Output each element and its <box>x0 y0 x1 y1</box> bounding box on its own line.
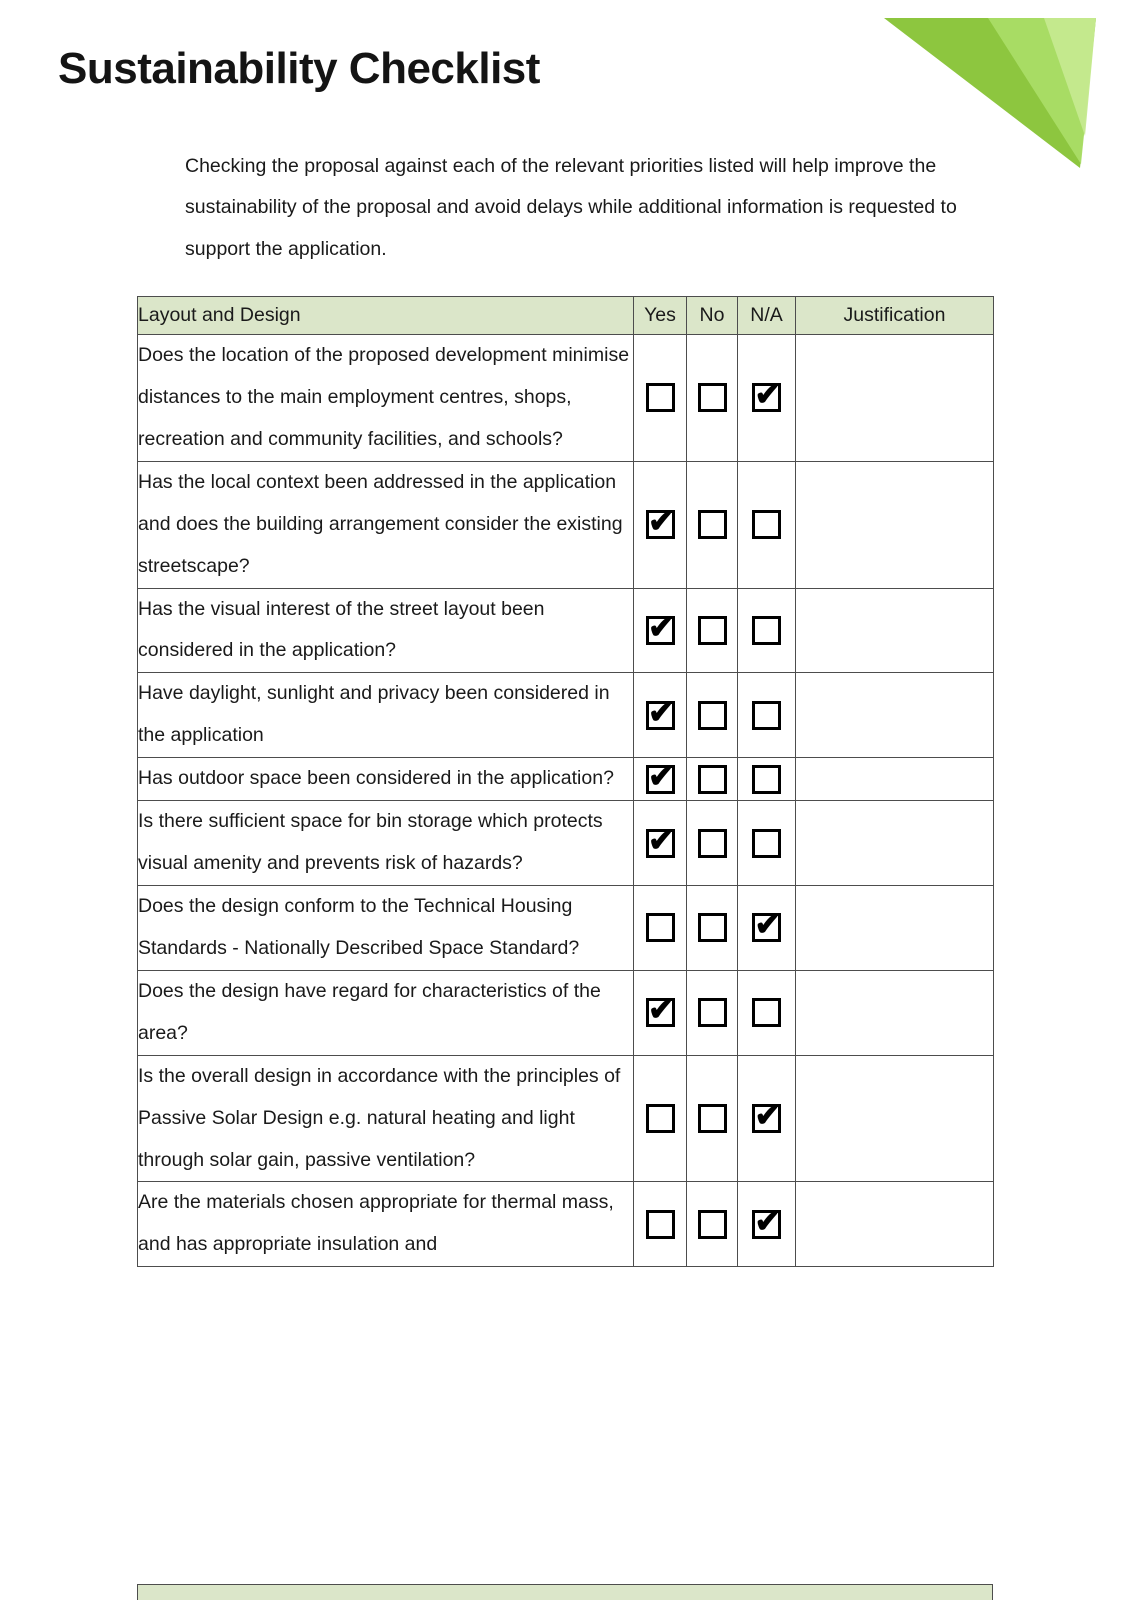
no-cell <box>687 461 738 588</box>
yes-cell <box>634 801 687 886</box>
table-row <box>138 461 994 588</box>
check-mark: ✔ <box>754 1203 781 1239</box>
justification-cell[interactable] <box>796 801 994 886</box>
table-row <box>138 801 994 886</box>
no-cell <box>687 885 738 970</box>
checkbox-no[interactable] <box>698 1104 727 1133</box>
checkbox-yes[interactable] <box>646 758 675 794</box>
justification-cell[interactable] <box>796 461 994 588</box>
checkbox-yes[interactable] <box>646 694 675 730</box>
check-mark: ✔ <box>648 758 674 794</box>
checkbox-no[interactable] <box>698 829 727 858</box>
na-cell <box>738 801 796 886</box>
no-cell <box>687 335 738 462</box>
no-cell <box>687 1182 738 1267</box>
checkbox-na[interactable] <box>752 765 781 794</box>
column-header-yes: Yes <box>634 297 687 335</box>
na-cell <box>738 673 796 758</box>
table-row <box>138 885 994 970</box>
column-header-justification: Justification <box>796 297 994 335</box>
yes-cell <box>634 758 687 801</box>
no-cell <box>687 970 738 1055</box>
checklist-table <box>137 296 994 1267</box>
na-cell <box>738 335 796 462</box>
na-cell <box>738 885 796 970</box>
question-text: Have daylight, sunlight and privacy been considered in the application <box>138 673 634 758</box>
no-cell <box>687 758 738 801</box>
check-mark: ✔ <box>648 609 674 645</box>
justification-cell[interactable] <box>796 970 994 1055</box>
na-cell <box>738 1055 796 1182</box>
yes-cell <box>634 588 687 673</box>
checkbox-yes[interactable] <box>646 1210 675 1239</box>
checkbox-na[interactable] <box>752 998 781 1027</box>
no-cell <box>687 673 738 758</box>
question-text: Are the materials chosen appropriate for thermal mass, and has appropriate insulation and <box>138 1182 634 1267</box>
checkbox-no[interactable] <box>698 913 727 942</box>
checkbox-na[interactable] <box>752 907 781 943</box>
no-cell <box>687 588 738 673</box>
checkbox-na[interactable] <box>752 829 781 858</box>
check-mark: ✔ <box>754 377 781 413</box>
check-mark: ✔ <box>648 822 674 858</box>
checkbox-na[interactable] <box>752 377 781 413</box>
checkbox-na[interactable] <box>752 1203 781 1239</box>
checkbox-no[interactable] <box>698 383 727 412</box>
checkbox-yes[interactable] <box>646 504 675 540</box>
yes-cell <box>634 1182 687 1267</box>
check-mark: ✔ <box>754 907 781 943</box>
checkbox-no[interactable] <box>698 510 727 539</box>
checkbox-yes[interactable] <box>646 383 675 412</box>
checkbox-yes[interactable] <box>646 1104 675 1133</box>
column-header-na: N/A <box>738 297 796 335</box>
checkbox-no[interactable] <box>698 998 727 1027</box>
check-mark: ✔ <box>648 504 674 540</box>
checkbox-yes[interactable] <box>646 913 675 942</box>
yes-cell <box>634 970 687 1055</box>
yes-cell <box>634 673 687 758</box>
page-title: Sustainability Checklist <box>58 44 540 93</box>
justification-cell[interactable] <box>796 885 994 970</box>
checkbox-na[interactable] <box>752 616 781 645</box>
justification-cell[interactable] <box>796 673 994 758</box>
checkbox-no[interactable] <box>698 1210 727 1239</box>
column-header-section: Layout and Design <box>138 297 634 335</box>
table-row <box>138 673 994 758</box>
na-cell <box>738 1182 796 1267</box>
justification-cell[interactable] <box>796 1055 994 1182</box>
na-cell <box>738 970 796 1055</box>
check-mark: ✔ <box>754 1098 781 1134</box>
table-row <box>138 335 994 462</box>
checkbox-yes[interactable] <box>646 992 675 1028</box>
yes-cell <box>634 1055 687 1182</box>
yes-cell <box>634 885 687 970</box>
question-text: Is the overall design in accordance with the principles of Passive Solar Design e.g. natural heating and light through solar gain, passive ventilation? <box>138 1055 634 1182</box>
justification-cell[interactable] <box>796 335 994 462</box>
justification-cell[interactable] <box>796 1182 994 1267</box>
checkbox-yes[interactable] <box>646 609 675 645</box>
na-cell <box>738 758 796 801</box>
table-row <box>138 1182 994 1267</box>
question-text: Is there sufficient space for bin storage which protects visual amenity and prevents risk of hazards? <box>138 801 634 886</box>
question-text: Has the local context been addressed in the application and does the building arrangement consider the existing streetscape? <box>138 461 634 588</box>
checkbox-no[interactable] <box>698 616 727 645</box>
checkbox-yes[interactable] <box>646 822 675 858</box>
no-cell <box>687 1055 738 1182</box>
table-row <box>138 1055 994 1182</box>
table-row <box>138 970 994 1055</box>
check-mark: ✔ <box>648 694 674 730</box>
na-cell <box>738 461 796 588</box>
table-row <box>138 588 994 673</box>
question-text: Has the visual interest of the street layout been considered in the application? <box>138 588 634 673</box>
column-header-no: No <box>687 297 738 335</box>
checkbox-na[interactable] <box>752 510 781 539</box>
justification-cell[interactable] <box>796 588 994 673</box>
checkbox-na[interactable] <box>752 1098 781 1134</box>
question-text: Does the design have regard for characteristics of the area? <box>138 970 634 1055</box>
intro-paragraph: Checking the proposal against each of the relevant priorities listed will help improve the sustainability of the proposal and avoid delays while additional information is requested to support the application. <box>185 154 957 261</box>
justification-cell[interactable] <box>796 758 994 801</box>
table-row <box>138 758 994 801</box>
checkbox-no[interactable] <box>698 765 727 794</box>
no-cell <box>687 801 738 886</box>
yes-cell <box>634 335 687 462</box>
question-text: Has outdoor space been considered in the application? <box>138 758 634 801</box>
next-table-header-partial <box>137 1584 993 1600</box>
check-mark: ✔ <box>648 992 674 1028</box>
table-header-row <box>138 297 994 335</box>
checkbox-na[interactable] <box>752 701 781 730</box>
question-text: Does the design conform to the Technical Housing Standards - Nationally Described Space Standard? <box>138 885 634 970</box>
na-cell <box>738 588 796 673</box>
yes-cell <box>634 461 687 588</box>
question-text: Does the location of the proposed development minimise distances to the main employment centres, shops, recreation and community facilities, and schools? <box>138 335 634 462</box>
checkbox-no[interactable] <box>698 701 727 730</box>
